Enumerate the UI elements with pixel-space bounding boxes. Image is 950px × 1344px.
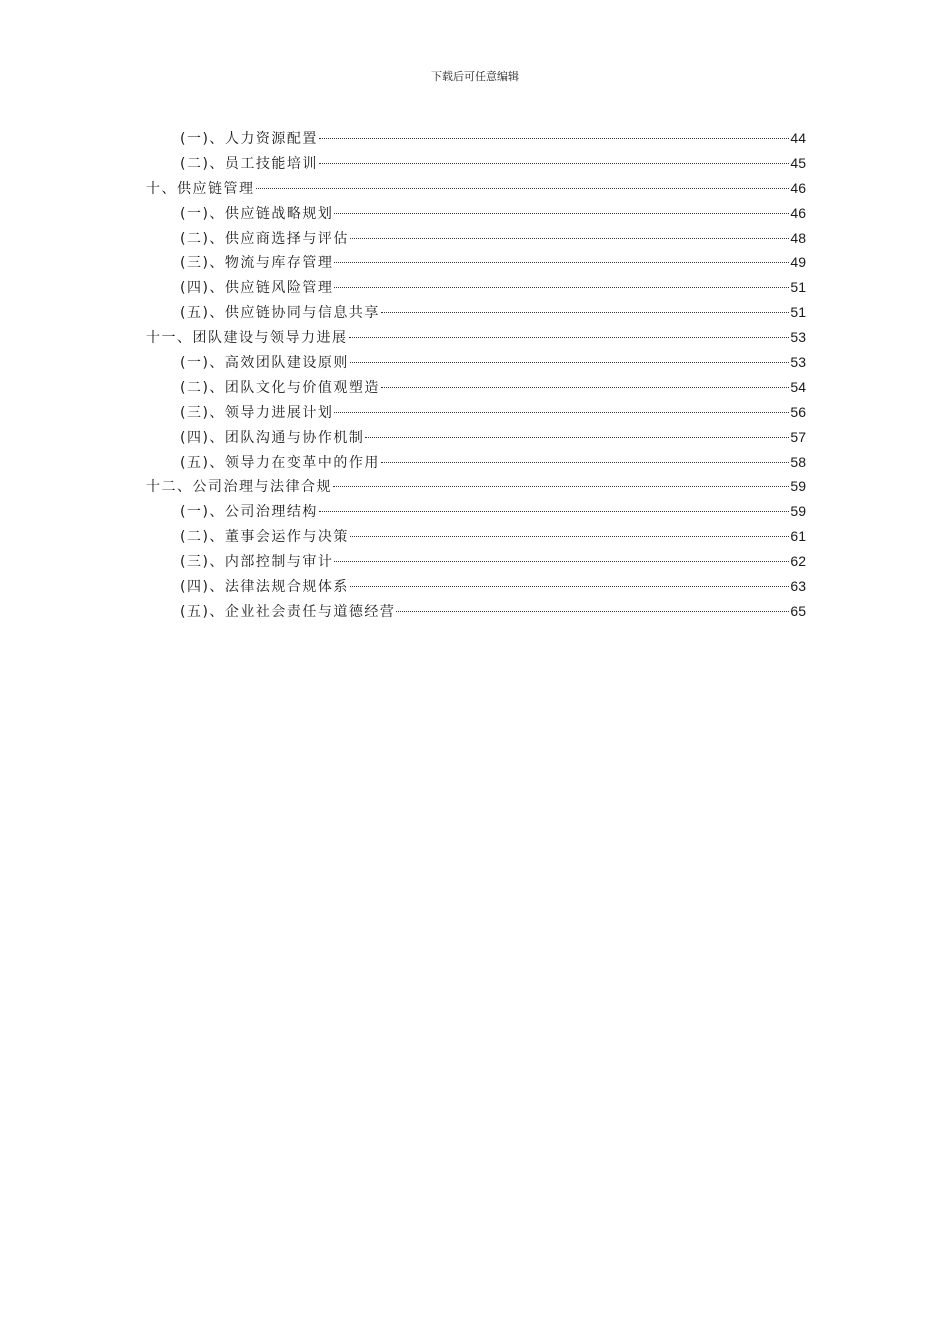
toc-dot-leader	[319, 511, 789, 512]
toc-entry[interactable]	[146, 524, 806, 549]
toc-entry-title: (五)、领导力在变革中的作用	[180, 454, 380, 471]
toc-entry-page-number: 54	[790, 378, 806, 395]
toc-entry[interactable]	[146, 549, 806, 574]
toc-entry-title: (一)、供应链战略规划	[180, 205, 334, 222]
header-note: 下载后可任意编辑	[431, 70, 519, 83]
toc-entry-title: (四)、供应链风险管理	[180, 280, 334, 297]
toc-dot-leader	[349, 337, 790, 338]
toc-entry-page-number: 51	[790, 279, 806, 296]
toc-entry-title: (一)、高效团队建设原则	[180, 355, 349, 372]
toc-entry-page-number: 58	[790, 453, 806, 470]
toc-entry[interactable]	[146, 574, 806, 599]
toc-entry[interactable]	[146, 450, 806, 475]
table-of-contents	[146, 126, 806, 624]
toc-entry-page-number: 59	[790, 503, 806, 520]
toc-entry-page-number: 57	[790, 428, 806, 445]
toc-entry-page-number: 59	[790, 478, 806, 495]
toc-entry-title: 十二、公司治理与法律合规	[146, 479, 332, 496]
toc-dot-leader	[350, 536, 789, 537]
toc-dot-leader	[381, 312, 789, 313]
toc-entry[interactable]	[146, 474, 806, 499]
toc-entry[interactable]	[146, 176, 806, 201]
toc-dot-leader	[396, 611, 789, 612]
toc-entry-title: (一)、人力资源配置	[180, 131, 318, 147]
toc-dot-leader	[256, 188, 790, 189]
toc-entry-page-number: 63	[790, 578, 806, 595]
toc-entry-title: (五)、供应链协同与信息共享	[180, 305, 380, 322]
toc-dot-leader	[350, 586, 789, 587]
toc-entry-title: (三)、物流与库存管理	[180, 255, 334, 272]
toc-dot-leader	[334, 262, 789, 263]
toc-dot-leader	[334, 287, 789, 288]
toc-entry-title: (二)、团队文化与价值观塑造	[180, 379, 380, 396]
toc-entry-title: 十、供应链管理	[146, 180, 255, 197]
toc-entry[interactable]	[146, 350, 806, 375]
toc-entry[interactable]	[146, 201, 806, 226]
toc-entry[interactable]	[146, 499, 806, 524]
toc-entry-page-number: 53	[790, 329, 806, 346]
toc-entry-page-number: 46	[790, 204, 806, 221]
toc-entry-page-number: 61	[790, 528, 806, 545]
toc-entry-page-number: 44	[790, 130, 806, 146]
toc-entry[interactable]	[146, 425, 806, 450]
toc-entry-page-number: 49	[790, 254, 806, 271]
toc-dot-leader	[350, 238, 789, 239]
toc-entry[interactable]	[146, 375, 806, 400]
toc-dot-leader	[334, 213, 789, 214]
toc-entry-title: (二)、董事会运作与决策	[180, 529, 349, 546]
toc-dot-leader	[333, 486, 789, 487]
toc-dot-leader	[365, 437, 789, 438]
toc-entry-page-number: 65	[790, 602, 806, 619]
toc-dot-leader	[319, 163, 789, 164]
toc-entry[interactable]	[146, 151, 806, 176]
toc-entry-page-number: 45	[790, 154, 806, 171]
toc-entry-page-number: 46	[790, 179, 806, 196]
toc-entry-title: (五)、企业社会责任与道德经营	[180, 603, 396, 620]
toc-entry[interactable]	[146, 599, 806, 624]
toc-dot-leader	[334, 561, 789, 562]
toc-entry-title: (四)、团队沟通与协作机制	[180, 429, 365, 446]
toc-entry-title: (三)、领导力进展计划	[180, 404, 334, 421]
toc-entry[interactable]	[146, 400, 806, 425]
toc-entry-page-number: 56	[790, 403, 806, 420]
toc-dot-leader	[381, 462, 789, 463]
toc-entry[interactable]	[146, 126, 806, 151]
toc-entry-page-number: 51	[790, 304, 806, 321]
toc-entry-title: (三)、内部控制与审计	[180, 554, 334, 571]
toc-dot-leader	[319, 138, 789, 139]
toc-entry[interactable]	[146, 300, 806, 325]
toc-entry[interactable]	[146, 250, 806, 275]
toc-entry[interactable]	[146, 325, 806, 350]
toc-entry-title: 十一、团队建设与领导力进展	[146, 330, 348, 347]
toc-entry-page-number: 62	[790, 553, 806, 570]
toc-dot-leader	[381, 387, 789, 388]
toc-entry[interactable]	[146, 275, 806, 300]
toc-entry[interactable]	[146, 226, 806, 251]
toc-entry-title: (四)、法律法规合规体系	[180, 579, 349, 596]
toc-entry-page-number: 53	[790, 354, 806, 371]
toc-dot-leader	[334, 412, 789, 413]
toc-entry-title: (一)、公司治理结构	[180, 504, 318, 521]
toc-dot-leader	[350, 362, 789, 363]
toc-entry-page-number: 48	[790, 229, 806, 246]
toc-entry-title: (二)、供应商选择与评估	[180, 230, 349, 247]
toc-entry-title: (二)、员工技能培训	[180, 155, 318, 172]
